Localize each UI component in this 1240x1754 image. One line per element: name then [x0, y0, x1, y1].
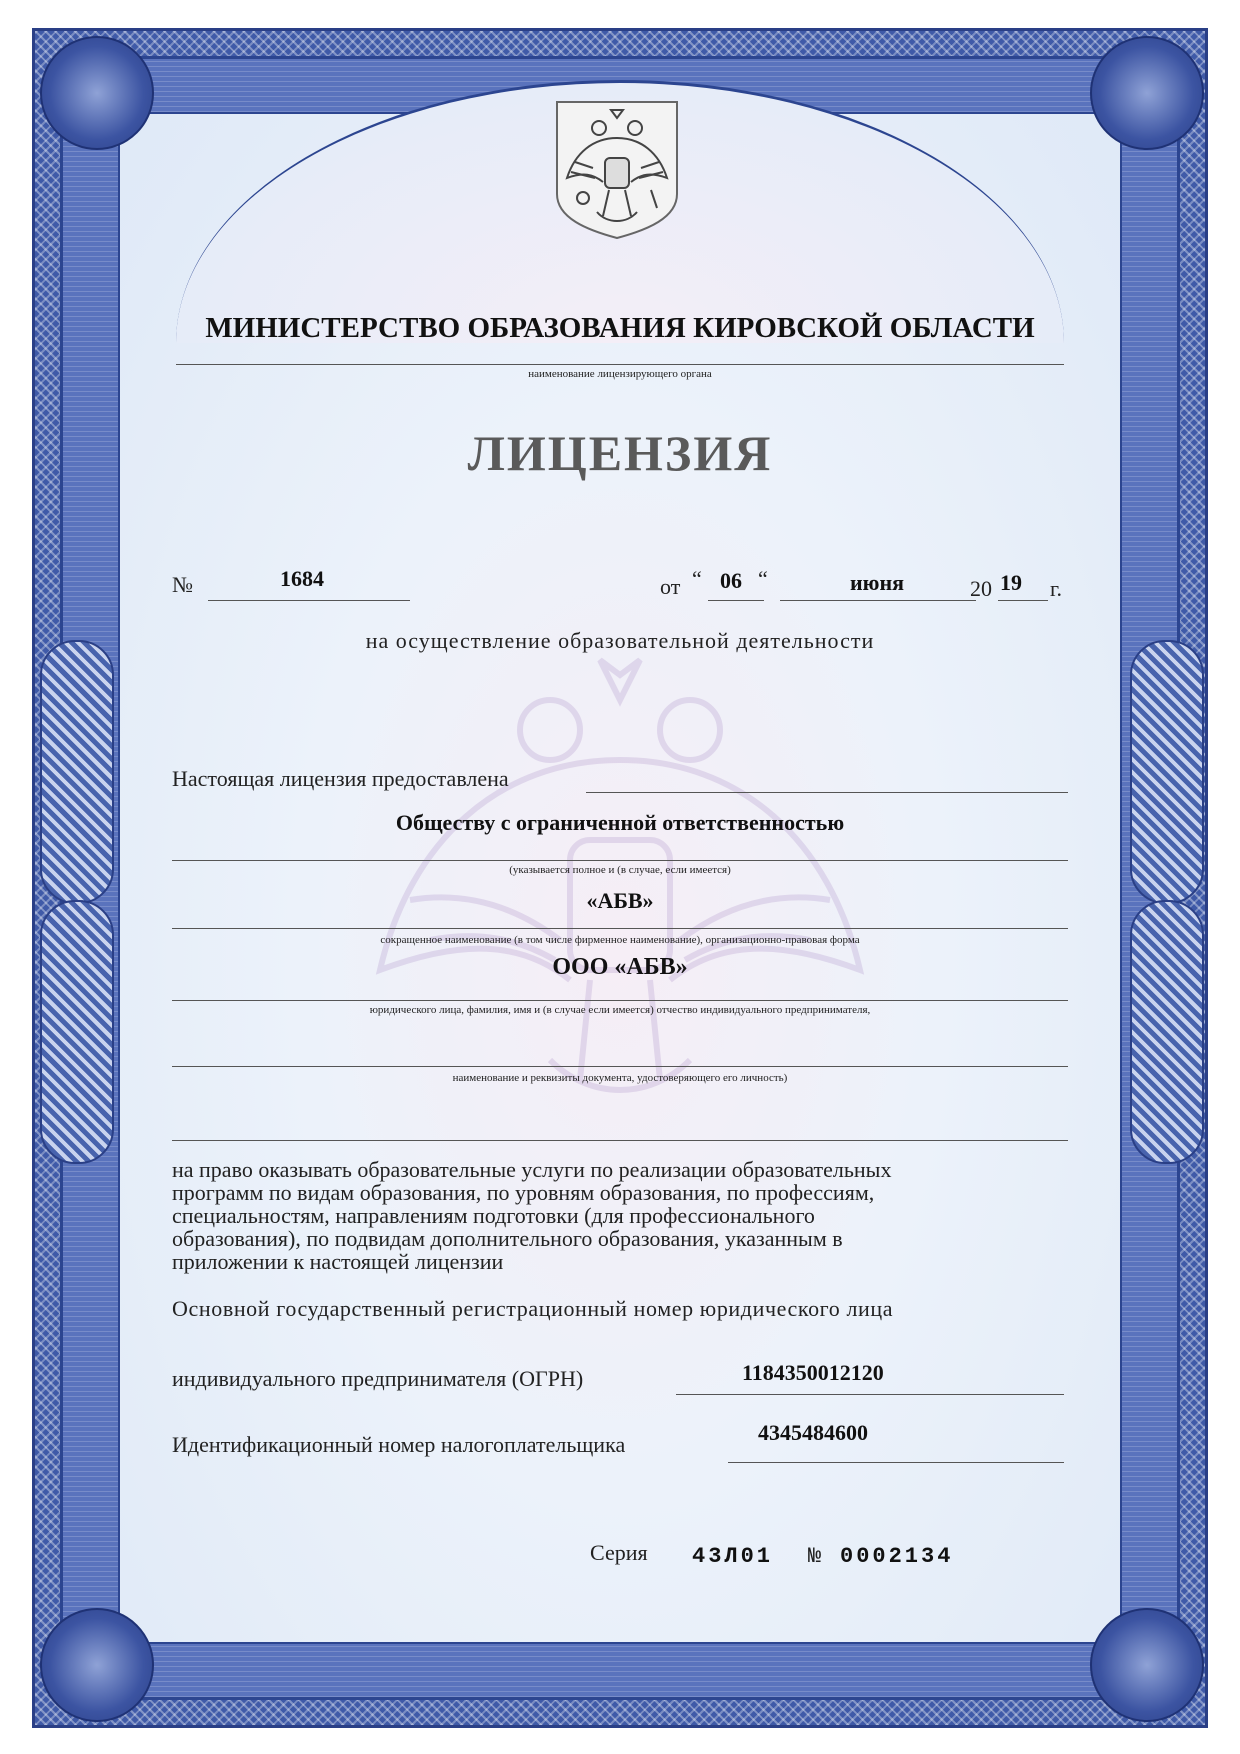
coat-of-arms-icon: [553, 98, 681, 240]
underline: [172, 860, 1068, 861]
holder-name-quoted: «АБВ»: [586, 888, 654, 913]
underline: [708, 600, 764, 601]
corner-ornament: [40, 1608, 154, 1722]
quote-close: “: [758, 566, 768, 591]
underline: [172, 1140, 1068, 1141]
license-purpose: на осуществление образовательной деятельности: [365, 628, 875, 653]
underline: [586, 792, 1068, 793]
divider: [176, 364, 1064, 365]
series-number-sign: №: [808, 1544, 822, 1569]
license-day: 06: [720, 568, 742, 593]
underline: [676, 1394, 1064, 1395]
underline: [728, 1462, 1064, 1463]
document-title: ЛИЦЕНЗИЯ: [467, 425, 773, 481]
issuing-authority: МИНИСТЕРСТВО ОБРАЗОВАНИЯ КИРОВСКОЙ ОБЛАСТИ: [205, 312, 1035, 344]
corner-ornament: [1090, 1608, 1204, 1722]
caption-full-name: (указывается полное и (в случае, если имеется): [509, 864, 731, 876]
series-code: 43Л01: [692, 1544, 774, 1569]
rights-line: на право оказывать образовательные услуги по реализации образовательных: [172, 1157, 892, 1182]
corner-ornament: [1090, 36, 1204, 150]
license-number: 1684: [280, 566, 324, 591]
corner-ornament: [40, 36, 154, 150]
quote-open: “: [692, 566, 702, 591]
inn-label: Идентификационный номер налогоплательщика: [172, 1432, 626, 1457]
rights-line: специальностям, направлениям подготовки (для профессионального: [172, 1203, 815, 1228]
holder-intro: Настоящая лицензия предоставлена: [172, 766, 509, 791]
year-prefix: 20: [970, 576, 992, 601]
rights-line: образования), по подвидам дополнительного образования, указанным в: [172, 1226, 843, 1251]
series-number: 0002134: [840, 1544, 954, 1569]
caption-short-name: сокращенное наименование (в том числе фирменное наименование), организационно-правовая форма: [380, 934, 860, 946]
authority-caption: наименование лицензирующего органа: [528, 368, 712, 380]
underline: [780, 600, 976, 601]
rights-line: приложении к настоящей лицензии: [172, 1249, 504, 1274]
rights-paragraph: [172, 1158, 1072, 1273]
rights-line: программ по видам образования, по уровням образования, по профессиям,: [172, 1180, 875, 1205]
ogrn-label-line2: индивидуального предпринимателя (ОГРН): [172, 1366, 584, 1391]
ogrn-label-line1: Основной государственный регистрационный номер юридического лица: [172, 1296, 894, 1321]
underline: [172, 928, 1068, 929]
year-unit: г.: [1050, 576, 1063, 601]
holder-short-name: ООО «АБВ»: [552, 954, 688, 980]
license-month: июня: [850, 570, 905, 595]
underline: [998, 600, 1048, 601]
underline: [208, 600, 410, 601]
caption-id-document: наименование и реквизиты документа, удостоверяющего его личность): [452, 1072, 788, 1084]
year-suffix: 19: [1000, 570, 1022, 595]
underline: [172, 1066, 1068, 1067]
underline: [172, 1000, 1068, 1001]
series-label: Серия: [590, 1540, 648, 1565]
caption-legal-entity: юридического лица, фамилия, имя и (в случае если имеется) отчество индивидуального предпринимателя,: [369, 1004, 871, 1016]
holder-full-name: Обществу с ограниченной ответственностью: [395, 810, 845, 835]
inn-value: 4345484600: [758, 1420, 868, 1445]
eagle-watermark-icon: [350, 640, 890, 1120]
ogrn-value: 1184350012120: [742, 1360, 884, 1385]
number-sign: №: [172, 572, 193, 597]
from-label: от: [660, 574, 681, 599]
